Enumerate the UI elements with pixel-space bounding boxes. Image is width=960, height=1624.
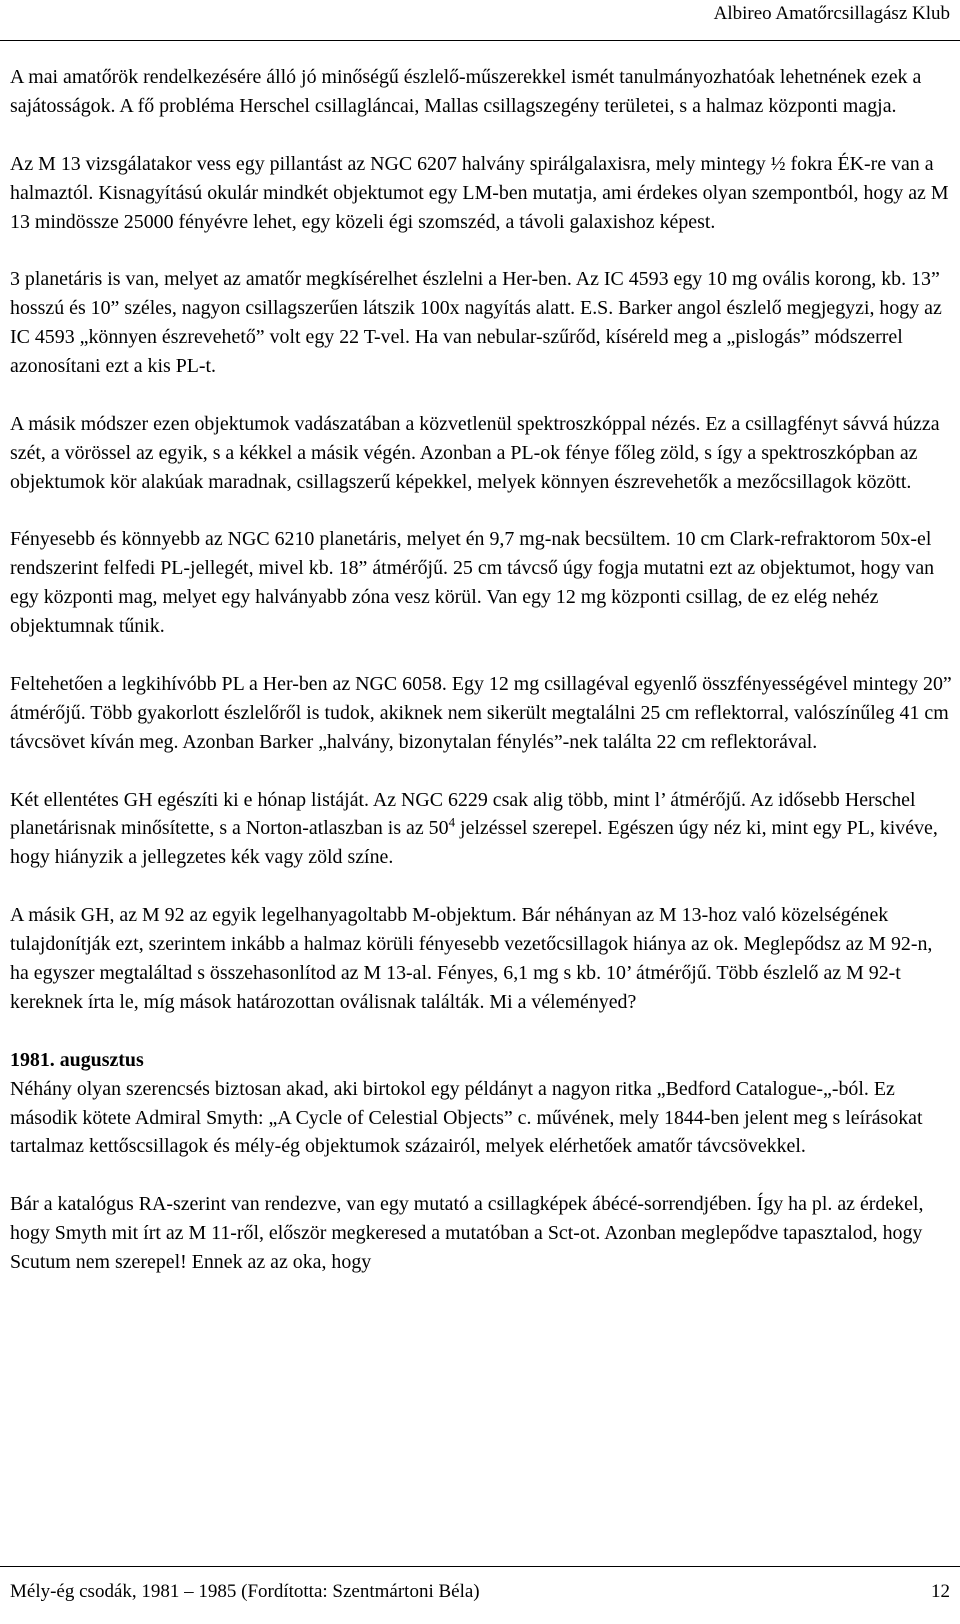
header-rule <box>0 40 960 41</box>
paragraph-m92: A másik GH, az M 92 az egyik legelhanyagoltabb M-objektum. Bár néhányan az M 13-hoz való közelségének tulajdonítják ezt, szerintem inkább a halmaz körüli fényesebb vezetőcsillagok hiánya az ok. Meglepődsz az M 92-n, ha egyszer megtaláltad s összehasonlítod az M 13-al. Fényes, 6,1 mg s kb. 10’ átmérőjű. Több észlelő az M 92-t kereknek írta le, míg mások határozottan oválisnak találták. Mi a véleményed? <box>10 904 933 1013</box>
paragraph-ngc6058: Feltehetően a legkihívóbb PL a Her-ben az NGC 6058. Egy 12 mg csillagéval egyenlő összfényességével mintegy 20” átmérőjű. Több gyakorlott észlelőről is tudok, akiknek nem sikerült megtalálni 25 cm reflektorral, valószínűleg 41 cm távcsövet kíván meg. Azonban Barker „halvány, bizonytalan fénylés”-nek találta 22 cm reflektorával. <box>10 672 952 753</box>
page-number: 12 <box>931 1581 950 1602</box>
footer-title: Mély-ég csodák, 1981 – 1985 (Fordította: Szentmártoni Béla) <box>10 1581 480 1602</box>
document-body <box>10 63 952 1306</box>
running-header: Albireo Amatőrcsillagász Klub <box>713 3 950 24</box>
paragraph-intro: A mai amatőrök rendelkezésére álló jó minőségű észlelő-műszerekkel ismét tanulmányozhatóak lehetnének ezek a sajátosságok. A fő probléma Herschel csillagláncai, Mallas csillagszegény területei, s a halmaz központi magja. <box>10 66 922 117</box>
paragraph-catalogue-index: Bár a katalógus RA-szerint van rendezve, van egy mutató a csillagképek ábécé-sorrendjében. Így ha pl. az érdekel, hogy Smyth mit írt az M 11-ről, először megkeresed a mutatóban a Sct-ot. Azonban meglepődve tapasztalod, hogy Scutum nem szerepel! Ennek az az oka, hogy <box>10 1193 924 1274</box>
superscript: 4 <box>448 814 456 830</box>
paragraph-ngc6210: Fényesebb és könnyebb az NGC 6210 planetáris, melyet én 9,7 mg-nak becsültem. 10 cm Clark-refraktorom 50x-el rendszerint felfedi PL-jellegét, mivel kb. 18” átmérőjű. 25 cm távcső úgy fogja mutatni ezt az objektumot, hogy van egy központi mag, melyet egy halványabb zóna vesz körül. Van egy 12 mg központi csillag, de ez elég nehéz objektumnak tűnik. <box>10 528 935 638</box>
paragraph-ngc6229-text-a: Két ellentétes GH egészíti ki e hónap listáját. Az NGC 6229 csak alig több, mint l’ átmérőjű. Az idősebb Herschel planetárisnak minősítette, s a Norton-atlaszban is az 50 <box>10 788 916 840</box>
paragraph-ngc6229-text-b: jelzéssel szerepel. Egészen úgy néz ki, mint egy PL, kivéve, hogy hiányzik a jellegzetes kék vagy zöld színe. <box>10 817 938 869</box>
footer-rule <box>0 1566 960 1567</box>
section-date-heading: 1981. augusztus <box>10 1048 144 1071</box>
paragraph-ngc6229 <box>10 786 952 873</box>
paragraph-bedford-catalogue: Néhány olyan szerencsés biztosan akad, aki birtokol egy példányt a nagyon ritka „Bedford Catalogue-„-ból. Ez második kötete Admiral Smyth: „A Cycle of Celestial Objects” c. művének, mely 1844-ben jelent meg s leírásokat tartalmaz kettőscsillagok és mély-ég objektumok százairól, melyek elérhetőek amatőr távcsövekkel. <box>10 1077 923 1158</box>
paragraph-planetaries: 3 planetáris is van, melyet az amatőr megkísérelhet észlelni a Her-ben. Az IC 4593 egy 10 mg ovális korong, kb. 13” hosszú és 10” széles, nagyon csillagszerűen látszik 100x nagyítás alatt. E.S. Barker angol észlelő megjegyzi, hogy az IC 4593 „könnyen észrevehető” volt egy 22 T-vel. Ha van nebular-szűrőd, kíséreld meg a „pislogás” módszerrel azonosítani ezt a kis PL-t. <box>10 268 942 378</box>
paragraph-spectroscope: A másik módszer ezen objektumok vadászatában a közvetlenül spektroszkóppal nézés. Ez a csillagfényt sávvá húzza szét, a vörössel az egyik, s a kékkel a másik végén. Azonban a PL-ok fénye főleg zöld, s így a spektroszkópban az objektumok kör alakúak maradnak, csillagszerű képekkel, melyek könnyen észrevehetők a mezőcsillagok között. <box>10 412 940 493</box>
paragraph-m13-ngc6207: Az M 13 vizsgálatakor vess egy pillantást az NGC 6207 halvány spirálgalaxisra, mely mintegy ½ fokra ÉK-re van a halmaztól. Kisnagyítású okulár mindkét objektumot egy LM-ben mutatja, ami érdekes olyan szempontból, hogy az M 13 mindössze 25000 fényévre lehet, egy közeli égi szomszéd, a távoli galaxishoz képest. <box>10 152 949 233</box>
